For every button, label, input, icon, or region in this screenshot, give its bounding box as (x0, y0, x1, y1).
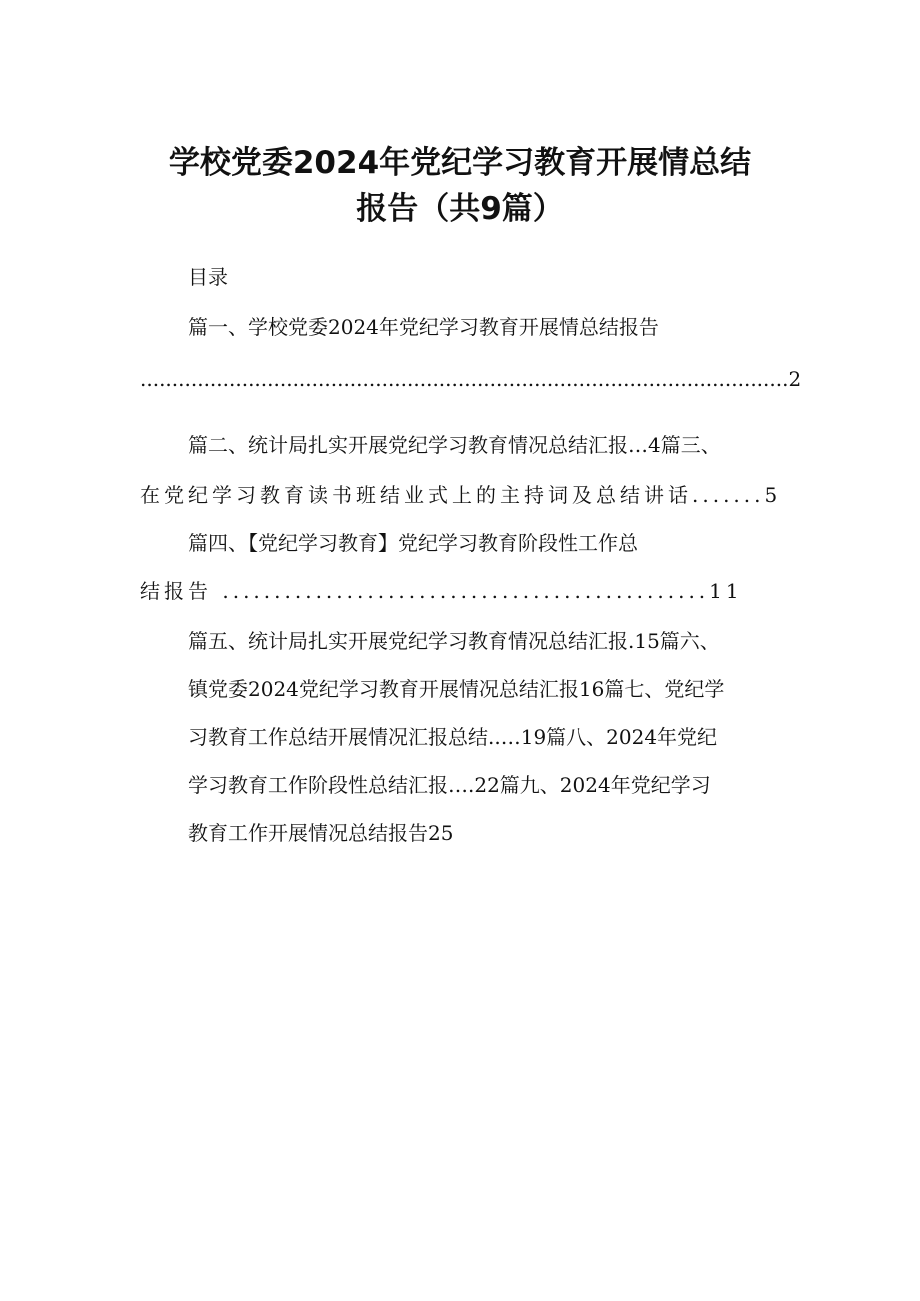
toc-entry-5: 篇五、统计局扎实开展党纪学习教育情况总结汇报.15篇六、 (188, 629, 720, 653)
toc-entry-7: 习教育工作总结开展情况汇报总结..…19篇八、2024年党纪 (188, 725, 718, 749)
toc-entry-9: 教育工作开展情况总结报告25 (188, 821, 454, 845)
toc-entry-6: 镇党委2024党纪学习教育开展情况总结汇报16篇七、党纪学 (188, 677, 725, 701)
toc-entry-8: 学习教育工作阶段性总结汇报….22篇九、2024年党纪学习 (188, 773, 711, 797)
toc-entry-1-leader: ......................................................................................................2 (140, 367, 802, 391)
toc-entry-2: 篇二、统计局扎实开展党纪学习教育情况总结汇报…4篇三、 (188, 433, 721, 457)
toc-entry-1: 篇一、学校党委2024年党纪学习教育开展情总结报告 (188, 315, 659, 339)
document-title-line-2: 报告（共9篇） (356, 191, 564, 227)
document-title-line-1: 学校党委2024年党纪学习教育开展情总结 (168, 145, 752, 181)
toc-entry-3: 在党纪学习教育读书班结业式上的主持词及总结讲话.......5 (140, 483, 782, 507)
toc-heading: 目录 (188, 265, 228, 289)
toc-entry-4-continued: 结报告 ...............................................11 (140, 579, 743, 603)
toc-entry-4: 篇四、【党纪学习教育】党纪学习教育阶段性工作总 (188, 531, 638, 555)
